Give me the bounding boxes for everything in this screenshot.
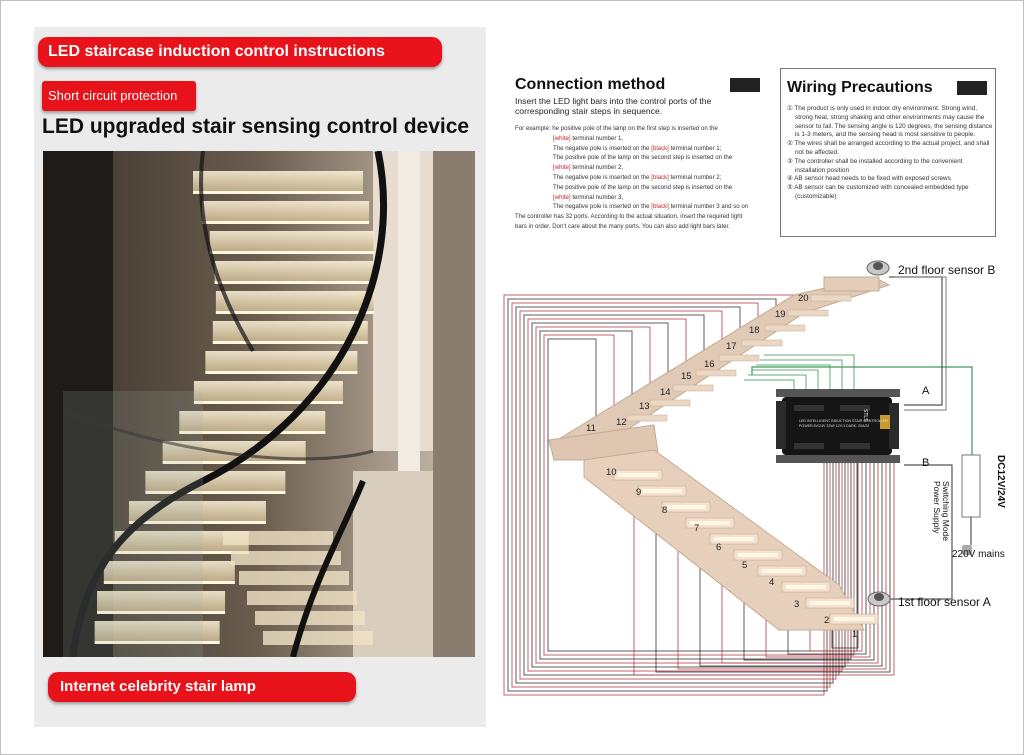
connection-method-box: [509, 68, 774, 248]
instruction-line: The positive pole of the lamp on the second step is inserted on the: [553, 154, 733, 162]
step-number-label: 8: [662, 505, 668, 516]
step-number-label: 14: [660, 387, 671, 398]
controller-port-b-label: B: [922, 457, 930, 469]
precaution-item: ③ The controller shall be installed according to the convenient installation position: [787, 157, 963, 174]
step-number-label: 16: [704, 359, 715, 370]
sensor-a-label: 1st floor sensor A: [898, 595, 991, 609]
step-number-label: 10: [606, 467, 617, 478]
poster-heading: LED upgraded stair sensing control device: [42, 115, 470, 138]
sensor-a-icon: [868, 592, 890, 606]
instruction-line: The negative pole is inserted on the [black] terminal number 3 and so on: [553, 203, 749, 211]
product-poster: [34, 27, 486, 727]
power-supply-label: Switching Mode Power Supply: [932, 481, 951, 542]
staircase-photo: [43, 151, 475, 657]
mains-label: 220V mains: [952, 549, 1005, 560]
step-number-label: 19: [775, 309, 786, 320]
step-number-label: 3: [794, 599, 800, 610]
connection-instructions: [515, 124, 777, 232]
instruction-line: bars in order. Don't care about the many ports. You can also add light bars later.: [515, 222, 730, 230]
wiring-diagram: [494, 255, 1024, 715]
step-number-label: 11: [586, 423, 596, 434]
instruction-line: The negative pole is inserted on the [black] terminal number 2;: [553, 173, 722, 181]
wiring-title: Wiring Precautions: [787, 79, 933, 96]
title-bar-decor: [957, 81, 987, 95]
step-number-label: 9: [636, 487, 642, 498]
step-number-label: 12: [616, 417, 627, 428]
instruction-line: For example: he positive pole of the lamp on the first step is inserted on the: [515, 125, 718, 132]
controller-print: LED INTELLIGENT INDUCTION STAIR CONTROLLER POWER:5V/24V 32W/ 12V:3 DARK: 20A/32: [799, 419, 888, 428]
step-number-label: 15: [681, 371, 692, 382]
precaution-item: ① The product is only used in indoor dry environment. Strong wind, strong heat, strong shaking and other environments may cause the sensor to fail. The sensing angle is 120 degrees, the sensing distance is 1-3 meters, and the sensing head is most sensitive to people.: [787, 105, 993, 139]
power-supply-box: [962, 455, 980, 517]
instruction-line: [white] terminal number 2,: [553, 164, 624, 172]
step-number-label: 2: [824, 615, 830, 626]
precaution-item: ④ AB sensor head needs to be fixed with exposed screws: [787, 175, 951, 183]
step-number-label: 17: [726, 341, 737, 352]
precautions-list: [787, 105, 993, 202]
precaution-item: ⑤ AB sensor can be customized with concealed embedded type (customizable): [787, 184, 969, 200]
precaution-item: ② The wires shall be arranged according to the actual project, and shall not be affected.: [787, 140, 990, 156]
connection-title: Connection method: [515, 76, 666, 93]
step-number-label: 6: [716, 542, 722, 553]
controller-brand: STLS: [862, 409, 868, 422]
title-bar-decor: [730, 78, 760, 92]
step-number-label: 7: [694, 523, 700, 534]
step-number-label: 13: [639, 401, 650, 412]
sensor-b-label: 2nd floor sensor B: [898, 263, 996, 277]
controller-port-a-label: A: [922, 385, 930, 397]
sensor-b-icon: [867, 261, 889, 275]
step-number-label: 4: [769, 577, 775, 588]
short-circuit-badge: Short circuit protection: [42, 81, 196, 111]
voltage-label: DC12V/24V: [995, 455, 1006, 508]
step-number-label: 5: [742, 560, 748, 571]
step-number-label: 20: [798, 293, 809, 304]
instruction-line: The positive pole of the lamp on the second step is inserted on the: [553, 183, 733, 191]
instruction-line: The negative pole is inserted on the [black] terminal number 1;: [553, 144, 722, 152]
connection-subtitle: Insert the LED light bars into the control ports of the corresponding stair steps in sequence.: [515, 96, 712, 116]
instruction-line: [white] terminal number 1,: [553, 134, 624, 142]
poster-title: LED staircase induction control instructions: [38, 37, 442, 67]
step-number-label: 18: [749, 325, 760, 336]
instruction-line: [white] terminal number 3,: [553, 193, 624, 201]
wiring-precautions-box: [780, 68, 996, 237]
instruction-line: The controller has 32 ports. According to the actual situation, insert the required light: [515, 213, 743, 221]
step-number-label: 1: [852, 629, 858, 640]
footer-banner: Internet celebrity stair lamp: [48, 672, 356, 702]
